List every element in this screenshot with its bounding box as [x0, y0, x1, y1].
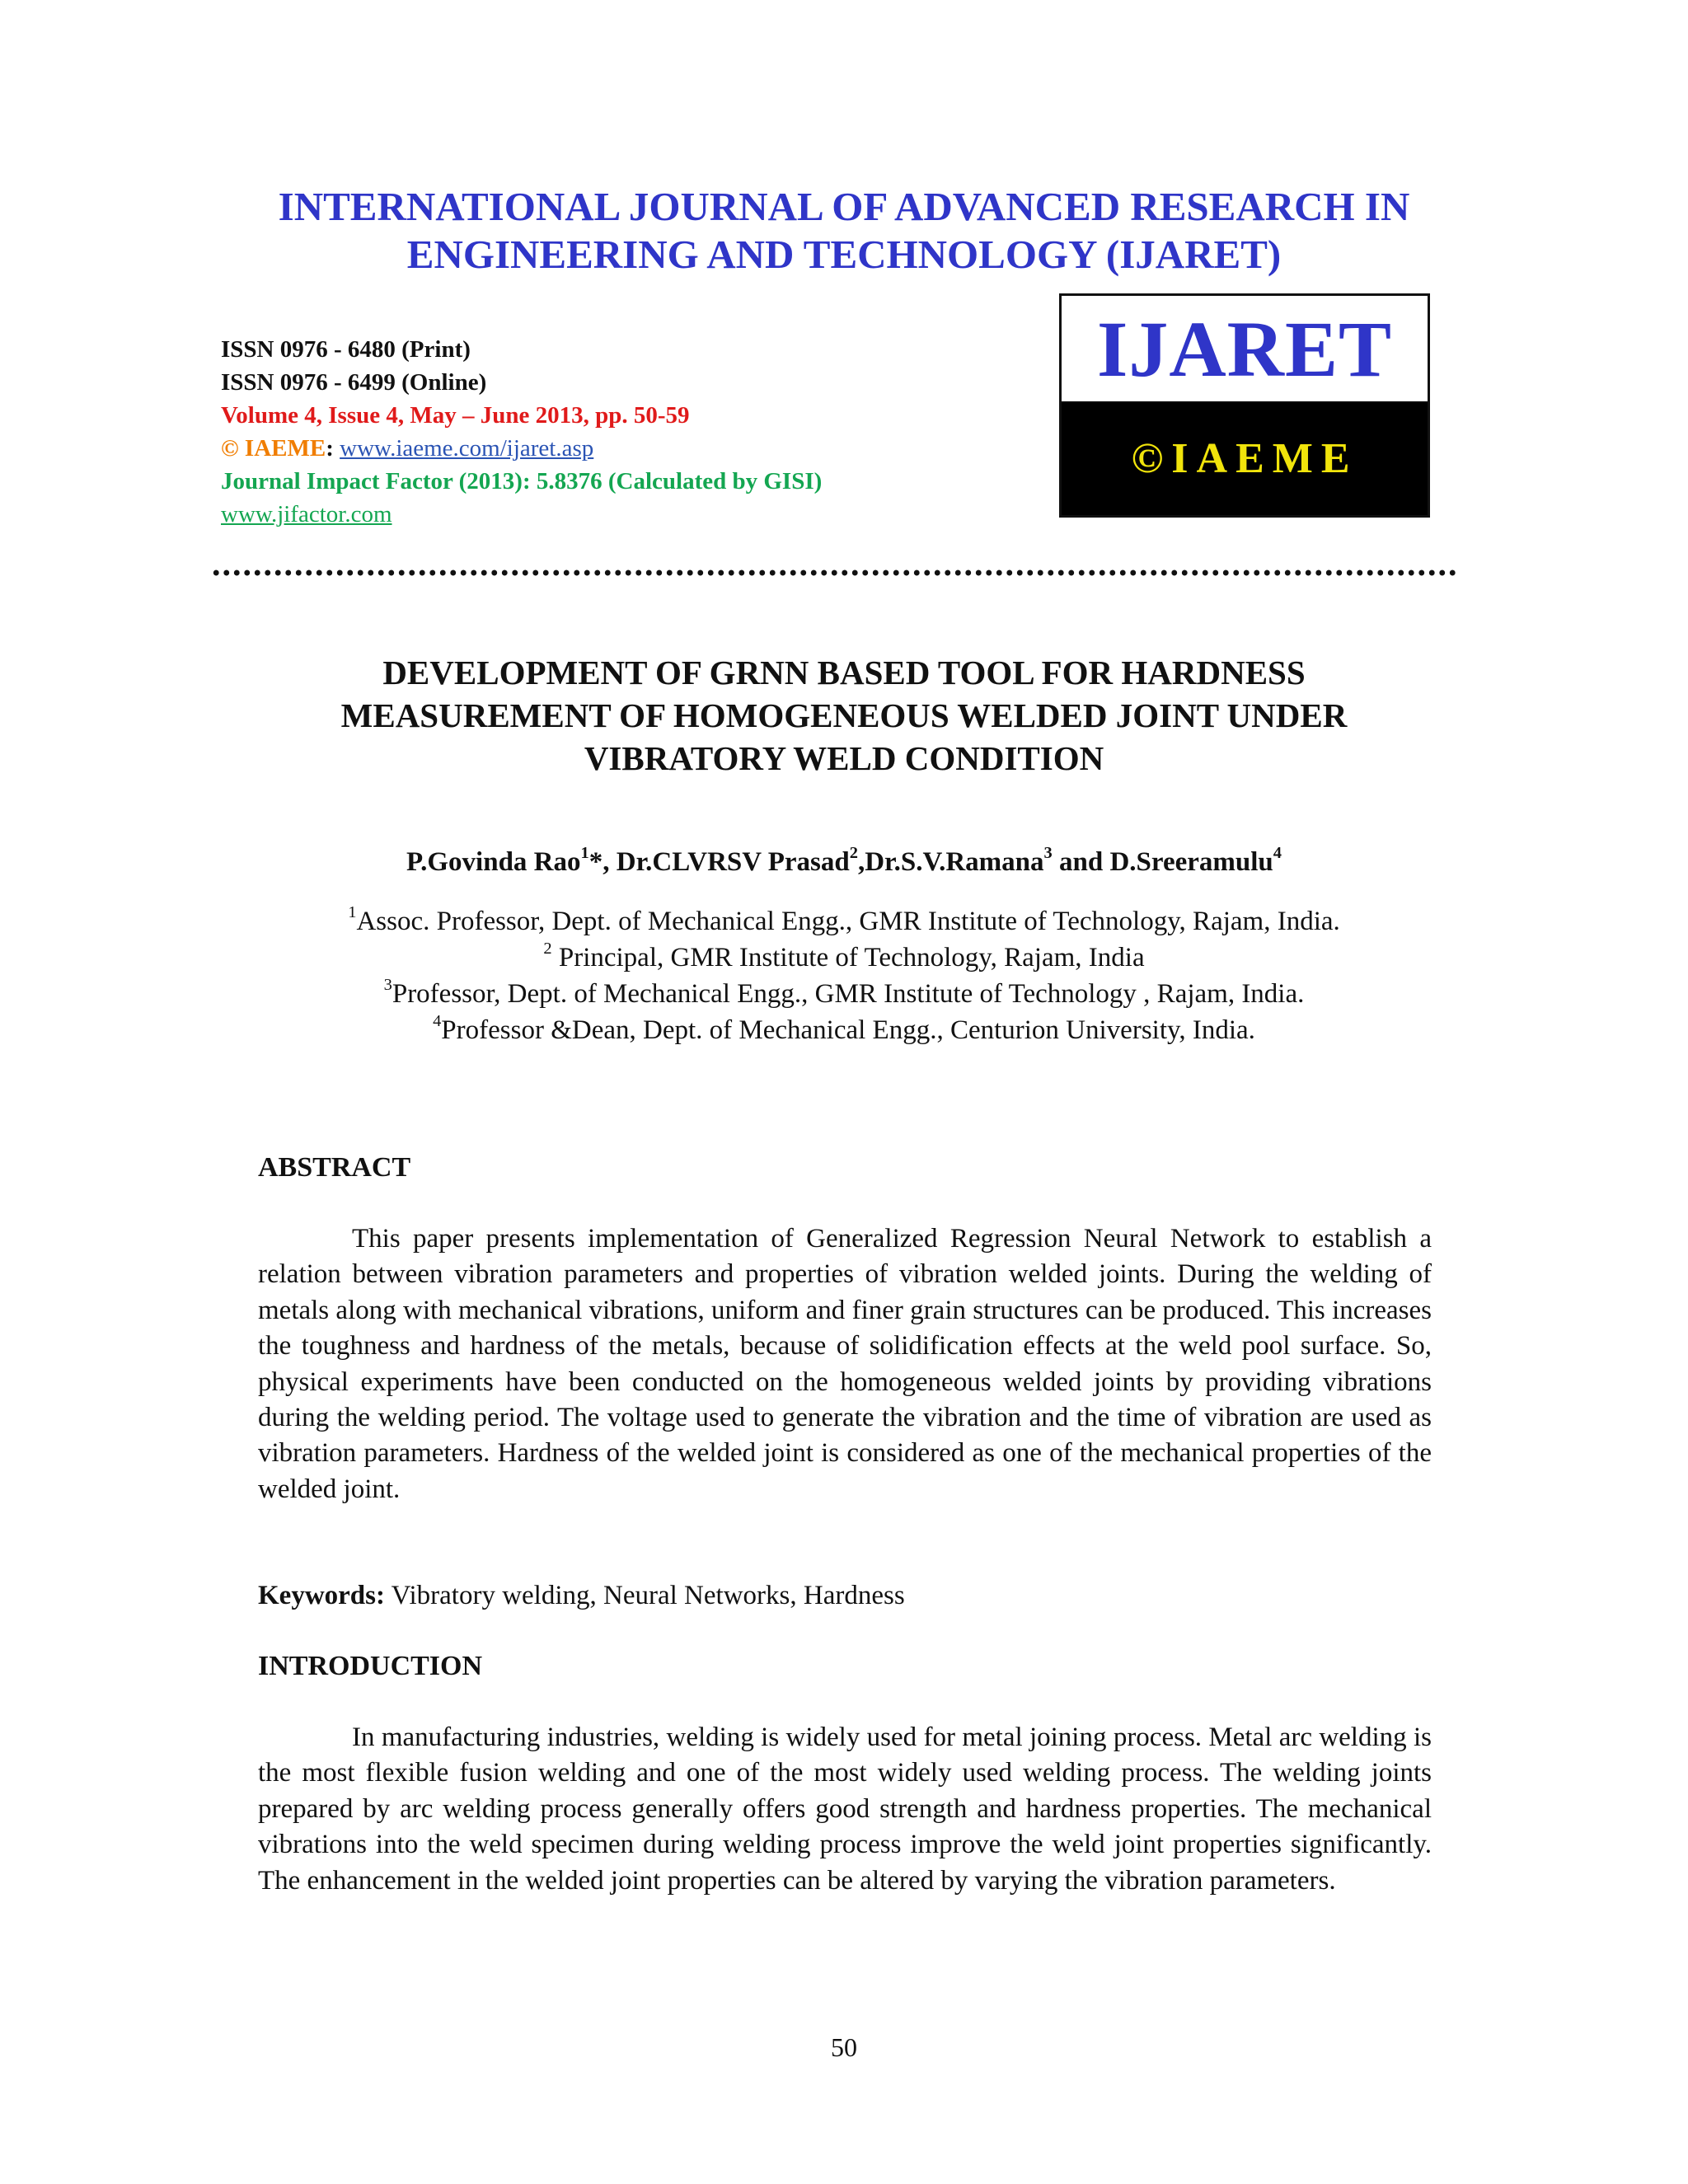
- impact-factor: Journal Impact Factor (2013): 5.8376 (Calculated by GISI): [221, 468, 823, 494]
- abstract-paragraph: [258, 1221, 1432, 1507]
- issn-online: ISSN 0976 - 6499 (Online): [221, 369, 487, 396]
- paper-title-line2: MEASUREMENT OF HOMOGENEOUS WELDED JOINT UNDER: [340, 696, 1348, 734]
- affiliation-item: [190, 976, 1498, 1012]
- author-separator: *,: [588, 847, 617, 877]
- author-affiliation-marker: 1: [580, 843, 589, 862]
- journal-title-line2: ENGINEERING AND TECHNOLOGY (IJARET): [406, 232, 1282, 277]
- introduction-text: In manufacturing industries, welding is widely used for metal joining process. Metal arc welding is the most flexible fusion welding and one of the most widely used welding process. The welding joints prepared by arc welding process generally offers good strength and hardness properties. The mechanical vibrations into the weld specimen during welding process improve the weld joint properties significantly. The enhancement in the welded joint properties can be altered by varying the vibration parameters.: [258, 1722, 1432, 1896]
- logo-title: IJARET: [1096, 304, 1393, 393]
- paper-title-line3: VIBRATORY WELD CONDITION: [584, 739, 1104, 777]
- affiliation-text: Professor, Dept. of Mechanical Engg., GMR Institute of Technology , Rajam, India.: [392, 979, 1305, 1009]
- publisher-prefix: © IAEME: [221, 435, 326, 462]
- introduction-paragraph: [258, 1720, 1432, 1899]
- publisher-link[interactable]: www.iaeme.com/ijaret.asp: [340, 435, 594, 462]
- author-name: Dr.S.V.Ramana: [865, 847, 1044, 877]
- journal-title: [148, 183, 1540, 279]
- journal-metadata: [221, 333, 822, 531]
- impact-factor-link[interactable]: www.jifactor.com: [221, 501, 392, 527]
- page-number: 50: [831, 2032, 857, 2062]
- author-name: D.Sreeramulu: [1109, 847, 1273, 877]
- author-separator: ,: [857, 847, 865, 877]
- affiliation-text: Assoc. Professor, Dept. of Mechanical Engg., GMR Institute of Technology, Rajam, India.: [356, 907, 1340, 936]
- author-affiliation-marker: 3: [1043, 843, 1053, 862]
- paper-title: [247, 651, 1441, 780]
- author-list: [247, 844, 1441, 880]
- author-name: Dr.CLVRSV Prasad: [616, 847, 850, 877]
- author-name: P.Govinda Rao: [406, 847, 581, 877]
- introduction-heading: INTRODUCTION: [258, 1651, 483, 1681]
- keywords-text: Vibratory welding, Neural Networks, Hardness: [384, 1581, 905, 1610]
- publisher-separator: :: [326, 435, 340, 462]
- issn-print: ISSN 0976 - 6480 (Print): [221, 336, 471, 363]
- journal-title-line1: INTERNATIONAL JOURNAL OF ADVANCED RESEARCH IN: [278, 184, 1410, 229]
- keywords-label: Keywords:: [258, 1581, 385, 1610]
- journal-logo: [1059, 293, 1430, 518]
- affiliations: [190, 903, 1498, 1048]
- keywords: [258, 1577, 905, 1614]
- abstract-heading: ABSTRACT: [258, 1152, 411, 1183]
- logo-publisher: ©IAEME: [1062, 401, 1428, 515]
- affiliation-item: [190, 903, 1498, 940]
- paper-title-line1: DEVELOPMENT OF GRNN BASED TOOL FOR HARDNESS: [382, 654, 1306, 691]
- affiliation-marker: 2: [543, 939, 552, 958]
- author-affiliation-marker: 2: [849, 843, 858, 862]
- affiliation-item: [190, 1012, 1498, 1048]
- affiliation-marker: 1: [348, 902, 357, 921]
- publisher-line: [221, 432, 822, 465]
- affiliation-text: Principal, GMR Institute of Technology, Rajam, India: [551, 943, 1145, 972]
- dotted-separator: [211, 567, 1459, 579]
- affiliation-text: Professor &Dean, Dept. of Mechanical Engg., Centurion University, India.: [441, 1015, 1255, 1045]
- abstract-text: This paper presents implementation of Generalized Regression Neural Network to establish a relation between vibration parameters and properties of vibration welded joints. During the welding of metals along with mechanical vibrations, uniform and finer grain structures can be produced. This increases the toughness and hardness of the metals, because of solidification effects at the weld pool surface. So, physical experiments have been conducted on the homogeneous welded joints by providing vibrations during the welding period. The voltage used to generate the vibration and the time of vibration are used as vibration parameters. Hardness of the welded joint is considered as one of the mechanical properties of the welded joint.: [258, 1224, 1432, 1504]
- author-separator: and: [1052, 847, 1110, 877]
- author-affiliation-marker: 4: [1273, 843, 1282, 862]
- volume-info: Volume 4, Issue 4, May – June 2013, pp. 50-59: [221, 402, 690, 429]
- affiliation-marker: 3: [383, 975, 392, 994]
- affiliation-item: [190, 940, 1498, 976]
- affiliation-marker: 4: [433, 1011, 442, 1030]
